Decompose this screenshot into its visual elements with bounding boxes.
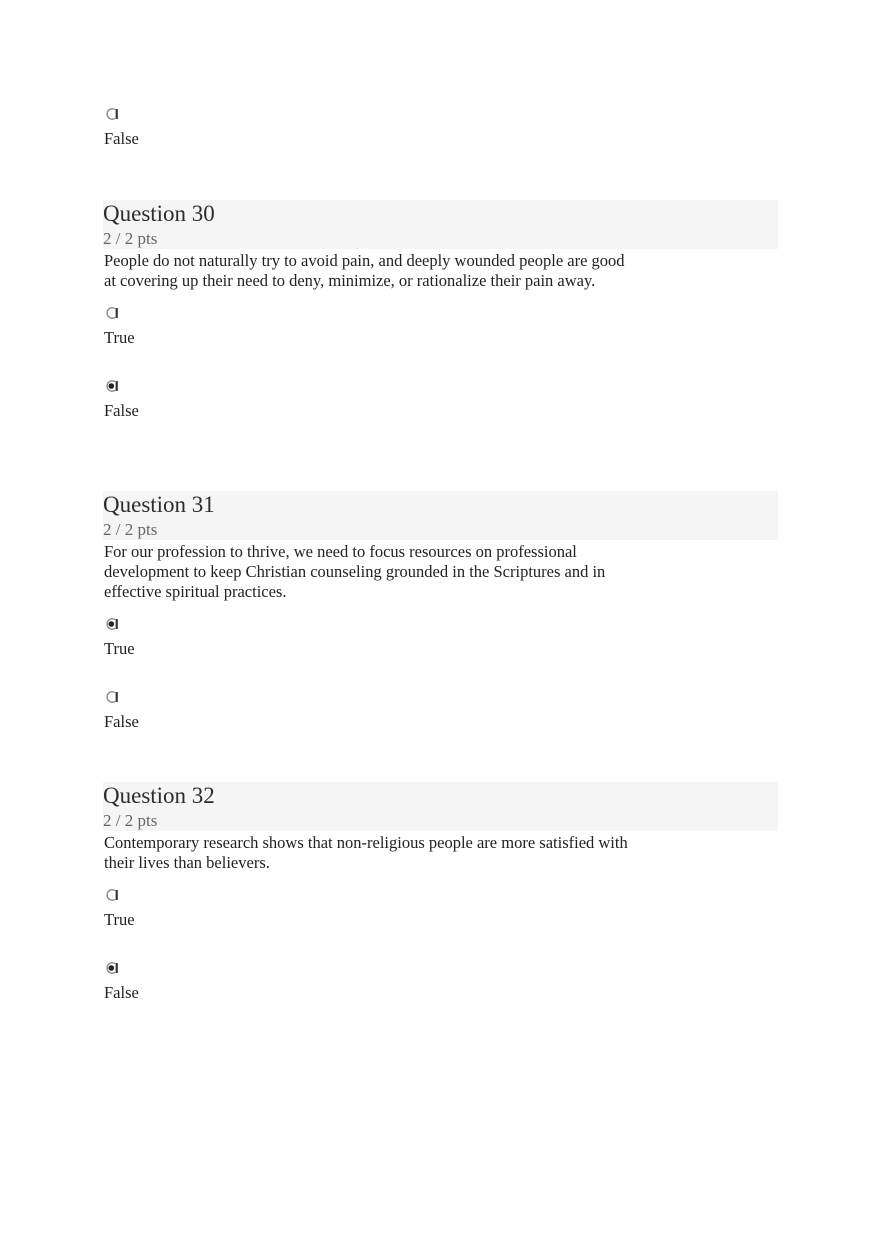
question-block bbox=[104, 200, 778, 440]
question-title: Question 30 bbox=[103, 201, 215, 226]
question-text: For our profession to thrive, we need to focus resources on professional development to keep Christian counseling grounded in the Scriptures and in effective spiritual practices. bbox=[104, 542, 606, 601]
option-label: False bbox=[104, 983, 139, 1002]
radio-selected-icon[interactable] bbox=[104, 378, 120, 394]
radio-selected-icon[interactable] bbox=[104, 960, 120, 976]
option-true[interactable] bbox=[104, 616, 778, 689]
answer-options bbox=[104, 887, 778, 1022]
radio-unselected-icon[interactable] bbox=[104, 305, 120, 321]
question-header bbox=[103, 200, 778, 249]
question-text: People do not naturally try to avoid pain, and deeply wounded people are good at covering up their need to deny, minimize, or rationalize their pain away. bbox=[104, 251, 625, 290]
radio-unselected-icon[interactable] bbox=[104, 106, 120, 122]
option-false[interactable] bbox=[104, 378, 778, 440]
option-false[interactable] bbox=[104, 689, 778, 751]
answer-options bbox=[104, 305, 778, 440]
previous-question-option-false[interactable] bbox=[104, 106, 880, 168]
question-points: 2 / 2 pts bbox=[103, 811, 158, 830]
radio-unselected-icon[interactable] bbox=[104, 887, 120, 903]
option-true[interactable] bbox=[104, 305, 778, 378]
question-header bbox=[103, 782, 778, 831]
question-title: Question 32 bbox=[103, 783, 215, 808]
option-label: False bbox=[104, 712, 139, 731]
question-block bbox=[104, 491, 778, 751]
radio-unselected-icon[interactable] bbox=[104, 689, 120, 705]
option-label: False bbox=[104, 129, 139, 148]
question-block bbox=[104, 782, 778, 1022]
question-points: 2 / 2 pts bbox=[103, 229, 158, 248]
radio-selected-icon[interactable] bbox=[104, 616, 120, 632]
option-label: True bbox=[104, 910, 135, 929]
question-title: Question 31 bbox=[103, 492, 215, 517]
option-label: True bbox=[104, 328, 135, 347]
option-label: False bbox=[104, 401, 139, 420]
option-false[interactable] bbox=[104, 960, 778, 1022]
option-label: True bbox=[104, 639, 135, 658]
question-text: Contemporary research shows that non-religious people are more satisfied with their lives than believers. bbox=[104, 833, 628, 872]
question-points: 2 / 2 pts bbox=[103, 520, 158, 539]
question-header bbox=[103, 491, 778, 540]
option-true[interactable] bbox=[104, 887, 778, 960]
answer-options bbox=[104, 616, 778, 751]
